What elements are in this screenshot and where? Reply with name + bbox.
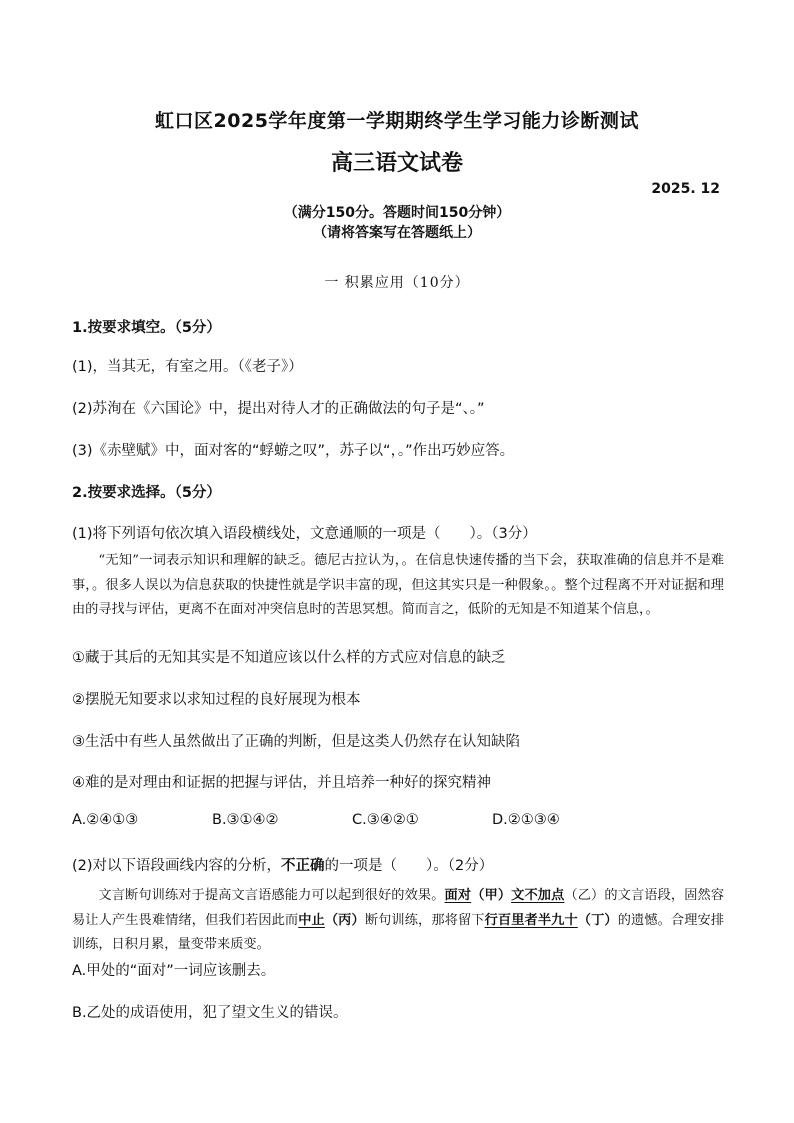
score-time-note: （满分150分。答题时间150分钟）	[283, 205, 511, 221]
choice-a: A.甲处的“面对”一词应该删去。	[72, 963, 276, 979]
passage-text: 断句训练，那将留下	[364, 912, 485, 928]
stem-emphasis: 不正确	[281, 858, 325, 874]
section-title: 一 积累应用（10分）	[324, 275, 470, 291]
sentence-option: ③生活中有些人虽然做出了正确的判断，但是这类人仍然存在认知缺陷	[72, 734, 520, 750]
option-c: C.③④②①	[352, 812, 419, 828]
question-1-item: (1)，当其无，有室之用。（《老子》）	[72, 359, 303, 375]
sentence-option: ②摆脱无知要求以求知过程的良好展现为根本	[72, 692, 361, 708]
marker-a: （甲）	[471, 888, 512, 903]
sentence-option: ①藏于其后的无知其实是不知道应该以什么样的方式应对信息的缺乏	[72, 650, 506, 666]
underlined-phrase-d: 行百里者半九十	[484, 912, 578, 928]
question-2-2-stem	[72, 854, 732, 875]
question-1-item: (3)《赤壁赋》中，面对客的“蜉蝣之叹”，苏子以“，。”作出巧妙应答。	[72, 443, 515, 459]
marker-d: （丁）	[577, 912, 618, 928]
option-d: D.②①③④	[492, 812, 560, 828]
choice-b: B.乙处的成语使用，犯了望文生义的错误。	[72, 1005, 348, 1021]
question-1-heading: 1.按要求填空。（5分）	[72, 320, 221, 336]
question-2-1-stem: (1)将下列语句依次填入语段横线处，文意通顺的一项是（ ）。（3分）	[72, 526, 537, 542]
answer-sheet-note: （请将答案写在答题纸上）	[313, 225, 481, 241]
marker-c: （丙）	[324, 912, 365, 928]
question-2-2-passage	[72, 884, 724, 958]
passage-text: 的遗憾。合理安排训练，日积月累，量变带来质变。	[72, 912, 725, 952]
passage-text: 的文言语段，固然容易让人产生畏难情绪，但我们若因此而	[72, 888, 725, 928]
underlined-phrase-a: 面对	[444, 888, 472, 903]
sentence-option: ④难的是对理由和证据的把握与评估，并且培养一种好的探究精神	[72, 775, 491, 791]
exam-title: 虹口区2025学年度第一学期期终学生学习能力诊断测试	[155, 110, 639, 132]
stem-pre: (2)对以下语段画线内容的分析，	[72, 858, 282, 874]
question-1-item: (2)苏洵在《六国论》中，提出对待人才的正确做法的句子是“、。”	[72, 401, 485, 417]
question-2-1-passage: “无知”一词表示知识和理解的缺乏。德尼古拉认为，。在信息快速传播的当下会，获取准确的信息并不是难事，。很多人误以为信息获取的快捷性就是学识丰富的现，但这其实只是一种假象。。整个过程离不开对证据和理由的寻找与评估，更离不在面对冲突信息时的苦思冥想。简而言之，低阶的无知是不知道某个信息，。	[72, 553, 724, 617]
marker-b: （乙）	[564, 888, 605, 903]
stem-post: 的一项是（ ）。（2分）	[324, 858, 494, 874]
exam-subtitle: 高三语文试卷	[330, 151, 463, 176]
underlined-phrase-c: 中止	[298, 912, 325, 928]
option-b: B.③①④②	[212, 812, 279, 828]
exam-date: 2025. 12	[651, 181, 720, 197]
question-2-heading: 2.按要求选择。（5分）	[72, 485, 221, 501]
underlined-phrase-b: 文不加点	[511, 888, 565, 903]
answer-options	[72, 812, 732, 834]
passage-text: 文言断句训练对于提高文言语感能力可以起到很好的效果。	[98, 888, 445, 903]
option-a: A.②④①③	[72, 812, 139, 828]
